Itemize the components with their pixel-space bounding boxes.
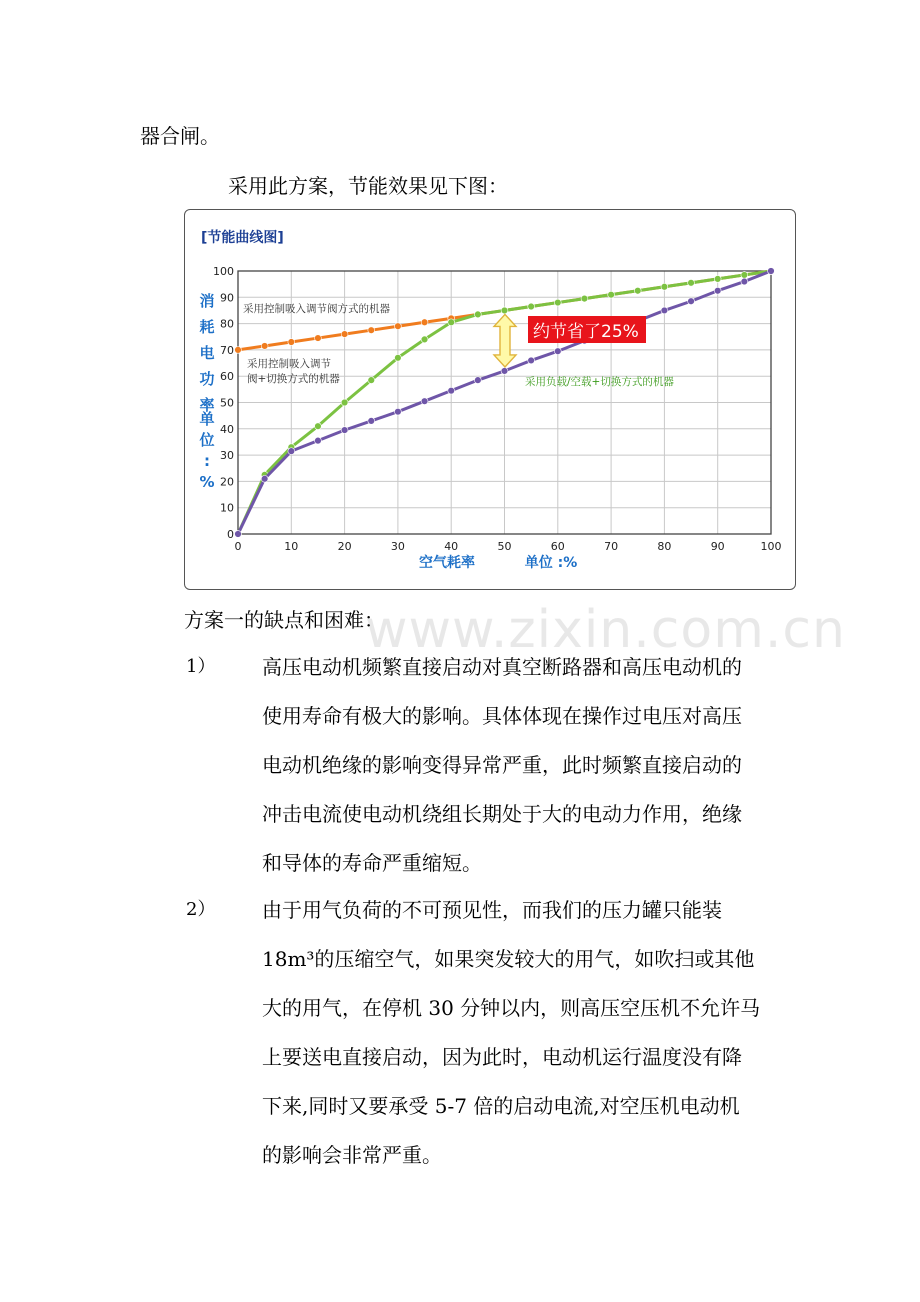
y-axis-label-char: 耗 [199,318,215,336]
data-point [741,272,748,279]
x-tick-label: 20 [337,540,352,553]
item-2-line: 18m³的压缩空气，如果突发较大的用气，如吹扫或其他 [262,947,755,971]
data-point [448,319,455,326]
x-tick-label: 10 [284,540,299,553]
y-axis-label-char: 电 [199,344,215,362]
data-point [501,307,508,314]
y-axis-unit-char: : [204,452,210,470]
data-point [315,437,322,444]
y-axis-unit-char: 单 [199,410,215,428]
data-point [315,335,322,342]
data-point [661,307,668,314]
data-point [448,387,455,394]
x-tick-label: 60 [550,540,565,553]
data-point [528,303,535,310]
x-tick-label: 90 [710,540,725,553]
item-1-line: 电动机绝缘的影响变得异常严重，此时频繁直接启动的 [262,753,742,777]
x-tick-label: 70 [604,540,619,553]
x-tick-label: 50 [497,540,512,553]
data-point [741,278,748,285]
item-1-line: 冲击电流使电动机绕组长期处于大的电动力作用，绝缘 [262,802,742,826]
y-tick-label: 0 [227,528,234,541]
data-point [688,279,695,286]
data-point [395,323,402,330]
y-tick-label: 60 [220,370,234,384]
y-axis-label-char: 消 [199,292,215,310]
y-axis-unit-char: % [199,473,215,491]
data-point [501,368,508,375]
item-2-number: 2） [186,899,216,920]
data-point [395,408,402,415]
data-point [235,531,242,538]
item-2-line: 上要送电直接启动，因为此时，电动机运行温度没有降 [262,1045,742,1069]
item-2-line: 大的用气，在停机 30 分钟以内，则高压空压机不允许马 [262,996,761,1020]
y-tick-label: 10 [220,501,234,515]
data-point [554,348,561,355]
intro-line-1: 器合闸。 [140,124,220,148]
x-tick-label: 40 [444,540,459,553]
item-2-line: 下来,同时又要承受 5-7 倍的启动电流,对空压机电动机 [262,1094,740,1118]
section-title: 方案一的缺点和困难： [184,608,384,632]
data-point [315,423,322,430]
chart-title: [节能曲线图] [201,230,284,246]
y-axis-label-char: 率 [199,396,215,414]
item-1-line: 使用寿命有极大的影响。具体体现在操作过电压对高压 [262,704,742,728]
y-tick-label: 50 [220,396,234,410]
series-label-1: 采用控制吸入调节阀方式的机器 [243,303,390,315]
item-2-line: 的影响会非常严重。 [262,1143,442,1167]
data-point [768,268,775,275]
data-point [714,287,721,294]
data-point [474,311,481,318]
data-point [368,418,375,425]
data-point [288,448,295,455]
data-point [368,327,375,334]
data-point [261,343,268,350]
data-point [421,336,428,343]
data-point [554,299,561,306]
item-1-number: 1） [186,656,216,677]
data-point [395,354,402,361]
data-point [688,298,695,305]
series-label-3: 采用负载/空载+切换方式的机器 [525,376,674,388]
item-2-line: 由于用气负荷的不可预见性，而我们的压力罐只能装 [262,898,722,922]
intro-line-2: 采用此方案，节能效果见下图： [228,174,508,198]
x-tick-label: 0 [234,540,242,553]
data-point [341,331,348,338]
data-point [235,347,242,354]
data-point [634,287,641,294]
data-point [288,339,295,346]
data-point [421,319,428,326]
x-axis-unit: 单位 :% [524,555,578,571]
chart-canvas [185,210,795,589]
data-point [341,427,348,434]
item-1-line: 和导体的寿命严重缩短。 [262,851,482,875]
y-axis-unit-char: 位 [199,431,215,449]
x-tick-label: 80 [657,540,672,553]
y-tick-label: 100 [213,265,234,278]
data-point [474,377,481,384]
x-axis-label: 空气耗率 [419,555,475,571]
annotation-text: 约节省了25% [533,322,639,342]
x-tick-label: 30 [390,540,405,553]
energy-saving-chart [184,209,796,590]
data-point [341,399,348,406]
y-axis-label-char: 功 [199,370,215,388]
data-point [368,377,375,384]
data-point [528,357,535,364]
data-point [581,295,588,302]
data-point [421,398,428,405]
y-tick-label: 80 [220,317,234,331]
data-point [608,291,615,298]
y-tick-label: 90 [220,291,234,305]
data-point [661,283,668,290]
series-label-2: 阀+切换方式的机器 [247,373,340,385]
watermark: www.zixin.com.cn [365,600,846,660]
x-tick-label: 100 [760,540,782,553]
item-1-line: 高压电动机频繁直接启动对真空断路器和高压电动机的 [262,655,742,679]
y-tick-label: 20 [220,475,234,489]
data-point [261,475,268,482]
series-label-2: 采用控制吸入调节 [247,358,331,370]
y-tick-label: 30 [220,449,234,463]
data-point [714,275,721,282]
y-tick-label: 40 [220,422,234,436]
y-tick-label: 70 [220,343,234,357]
